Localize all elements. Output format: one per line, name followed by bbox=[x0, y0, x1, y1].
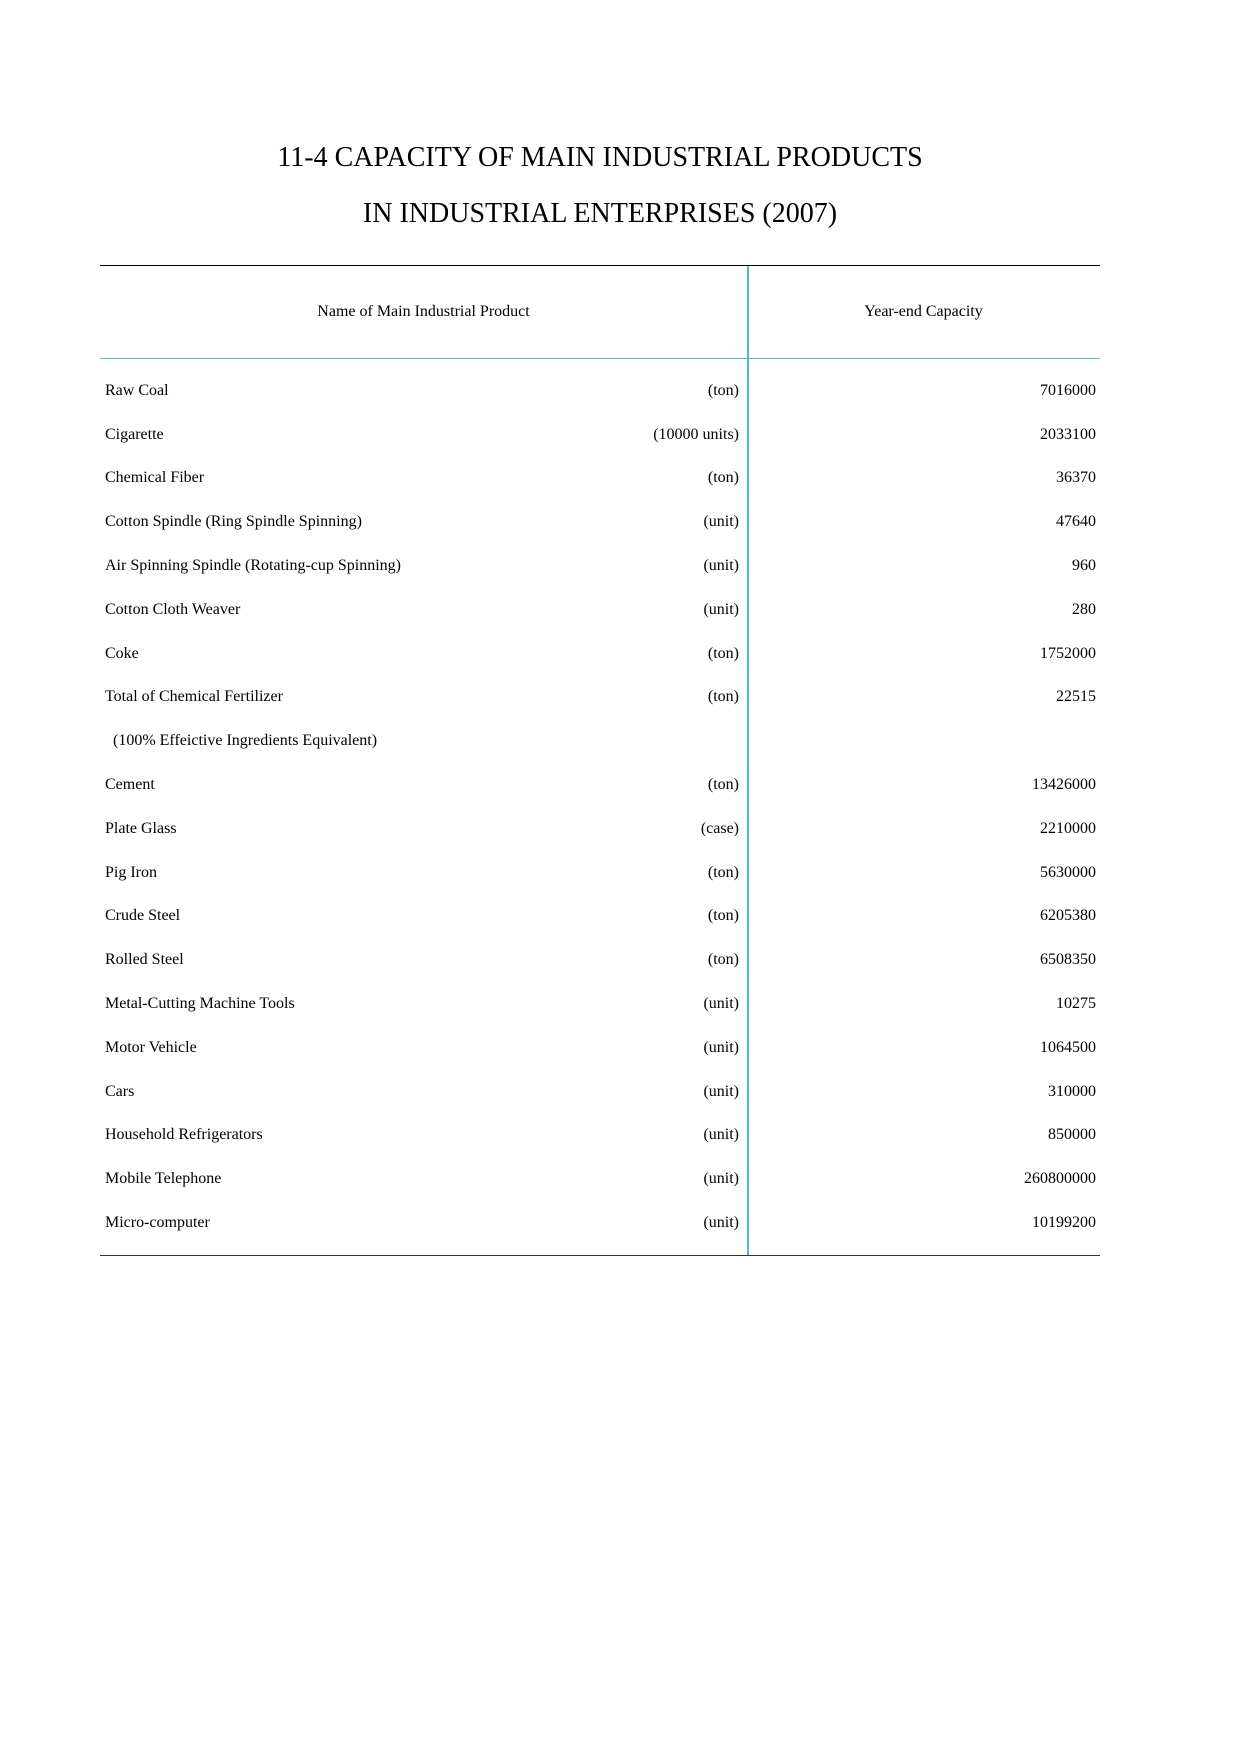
title-line-2: IN INDUSTRIAL ENTERPRISES (2007) bbox=[362, 198, 838, 229]
table-header bbox=[100, 265, 1100, 359]
product-unit: (ton) bbox=[707, 688, 739, 706]
table-row bbox=[100, 369, 1100, 413]
product-cell bbox=[100, 1214, 747, 1232]
capacity-value: 6508350 bbox=[1040, 951, 1096, 969]
product-cell bbox=[100, 776, 747, 794]
capacity-value: 2210000 bbox=[1040, 819, 1096, 837]
table-row bbox=[100, 1157, 1100, 1201]
product-name: Mobile Telephone bbox=[105, 1170, 222, 1188]
product-cell bbox=[100, 688, 747, 706]
product-name: Raw Coal bbox=[105, 381, 169, 399]
product-cell bbox=[100, 645, 747, 663]
product-cell bbox=[100, 1083, 747, 1101]
product-cell bbox=[100, 426, 747, 444]
product-name: Rolled Steel bbox=[105, 951, 184, 969]
product-cell bbox=[100, 864, 747, 882]
table-row bbox=[100, 500, 1100, 544]
product-cell bbox=[100, 1170, 747, 1188]
product-unit: (unit) bbox=[703, 557, 739, 575]
capacity-value: 22515 bbox=[1056, 688, 1096, 706]
capacity-value: 36370 bbox=[1056, 469, 1096, 487]
table-row bbox=[100, 544, 1100, 588]
product-unit: (unit) bbox=[703, 1038, 739, 1056]
table-row bbox=[100, 632, 1100, 676]
table-row bbox=[100, 807, 1100, 851]
capacity-value: 1064500 bbox=[1040, 1038, 1096, 1056]
product-cell bbox=[100, 513, 747, 531]
product-unit: (unit) bbox=[703, 513, 739, 531]
product-name: Crude Steel bbox=[105, 907, 181, 925]
product-unit: (ton) bbox=[707, 644, 739, 662]
header-product-name: Name of Main Industrial Product bbox=[317, 303, 530, 320]
product-name: Coke bbox=[105, 644, 139, 662]
product-name: Chemical Fiber bbox=[105, 469, 205, 487]
table-row bbox=[100, 938, 1100, 982]
product-name: Cotton Cloth Weaver bbox=[105, 600, 241, 618]
product-unit: (ton) bbox=[707, 469, 739, 487]
product-name: Cars bbox=[105, 1082, 135, 1100]
table-row bbox=[100, 895, 1100, 939]
product-name: Motor Vehicle bbox=[105, 1038, 197, 1056]
column-divider bbox=[747, 266, 749, 358]
product-unit: (ton) bbox=[707, 863, 739, 881]
product-name: Cotton Spindle (Ring Spindle Spinning) bbox=[105, 513, 362, 531]
header-year-end-capacity: Year-end Capacity bbox=[864, 303, 983, 320]
product-name: Cement bbox=[105, 776, 155, 794]
capacity-table bbox=[100, 265, 1100, 1256]
product-cell bbox=[100, 469, 747, 487]
product-cell bbox=[100, 732, 747, 750]
table-row bbox=[100, 1114, 1100, 1158]
table-body bbox=[100, 359, 1100, 1256]
product-cell bbox=[100, 820, 747, 838]
table-row bbox=[100, 1070, 1100, 1114]
capacity-value: 47640 bbox=[1056, 513, 1096, 531]
table-row bbox=[100, 982, 1100, 1026]
product-unit: (ton) bbox=[707, 381, 739, 399]
product-cell bbox=[100, 601, 747, 619]
title-line-1: 11-4 CAPACITY OF MAIN INDUSTRIAL PRODUCTS bbox=[277, 142, 923, 173]
product-unit: (unit) bbox=[703, 600, 739, 618]
table-row bbox=[100, 763, 1100, 807]
product-name: Total of Chemical Fertilizer bbox=[105, 688, 283, 706]
capacity-value: 260800000 bbox=[1024, 1170, 1096, 1188]
product-name: Household Refrigerators bbox=[105, 1126, 263, 1144]
capacity-value: 7016000 bbox=[1040, 381, 1096, 399]
product-cell bbox=[100, 907, 747, 925]
product-unit: (10000 units) bbox=[653, 425, 739, 443]
capacity-value: 310000 bbox=[1048, 1082, 1096, 1100]
product-unit: (ton) bbox=[707, 907, 739, 925]
capacity-value: 960 bbox=[1072, 557, 1096, 575]
product-unit: (unit) bbox=[703, 1126, 739, 1144]
column-divider bbox=[747, 359, 749, 1255]
product-unit: (unit) bbox=[703, 1170, 739, 1188]
table-row bbox=[100, 1201, 1100, 1245]
table-row bbox=[100, 413, 1100, 457]
capacity-value: 6205380 bbox=[1040, 907, 1096, 925]
product-unit: (ton) bbox=[707, 951, 739, 969]
table-row bbox=[100, 719, 1100, 763]
product-unit: (unit) bbox=[703, 1214, 739, 1232]
page-title bbox=[100, 130, 1100, 242]
product-unit: (unit) bbox=[703, 1082, 739, 1100]
product-name: Plate Glass bbox=[105, 819, 177, 837]
capacity-value: 850000 bbox=[1048, 1126, 1096, 1144]
product-name: Cigarette bbox=[105, 425, 164, 443]
table-row bbox=[100, 676, 1100, 720]
product-name: (100% Effeictive Ingredients Equivalent) bbox=[113, 732, 378, 750]
capacity-value: 10275 bbox=[1056, 995, 1096, 1013]
capacity-value: 1752000 bbox=[1040, 644, 1096, 662]
product-cell bbox=[100, 1126, 747, 1144]
product-name: Air Spinning Spindle (Rotating-cup Spinning) bbox=[105, 557, 401, 575]
product-name: Micro-computer bbox=[105, 1214, 210, 1232]
table-row bbox=[100, 457, 1100, 501]
product-name: Metal-Cutting Machine Tools bbox=[105, 995, 295, 1013]
table-row bbox=[100, 588, 1100, 632]
product-cell bbox=[100, 1039, 747, 1057]
product-cell bbox=[100, 382, 747, 400]
table-row bbox=[100, 851, 1100, 895]
product-unit: (case) bbox=[700, 819, 739, 837]
product-name: Pig Iron bbox=[105, 863, 157, 881]
product-cell bbox=[100, 995, 747, 1013]
capacity-value: 5630000 bbox=[1040, 863, 1096, 881]
capacity-value: 2033100 bbox=[1040, 425, 1096, 443]
product-unit: (ton) bbox=[707, 776, 739, 794]
table-row bbox=[100, 1026, 1100, 1070]
capacity-value: 280 bbox=[1072, 600, 1096, 618]
capacity-value: 13426000 bbox=[1032, 776, 1096, 794]
product-cell bbox=[100, 557, 747, 575]
product-unit: (unit) bbox=[703, 995, 739, 1013]
capacity-value: 10199200 bbox=[1032, 1214, 1096, 1232]
product-cell bbox=[100, 951, 747, 969]
